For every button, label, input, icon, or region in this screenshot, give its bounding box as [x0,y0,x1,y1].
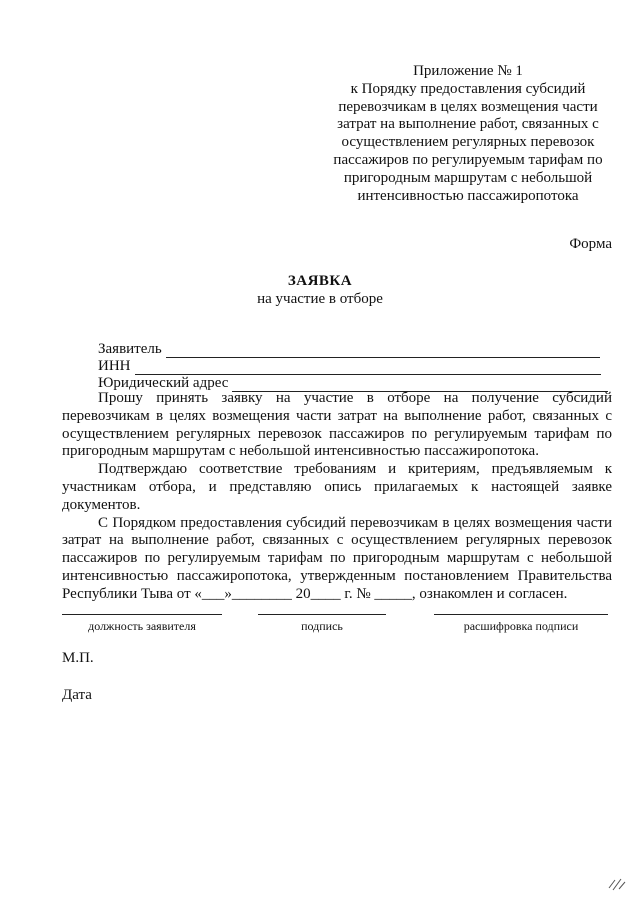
inn-blank-line[interactable] [135,361,601,375]
paragraph-acknowledgement: С Порядком предоставления субсидий перевозчикам в целях возмещения части затрат на выполнение работ, связанных с осуществлением регулярных перевозок пассажиров по регулируемым тарифам по пригородным маршрутам с небольшой интенсивностью пассажиропотока, утвержденным постановлением Правительства Республики Тыва от «___»________ 20____ г. № _____, ознакомлен и согласен. [62,514,612,602]
paragraph-request: Прошу принять заявку на участие в отборе на получение субсидий перевозчикам в целях возмещения части затрат на выполнение работ, связанных с осуществлением регулярных перевозок пассажиров по регулируемым тарифам по пригородным маршрутам с небольшой интенсивностью пассажиропотока. [62,390,612,460]
paragraph-confirmation: Подтверждаю соответствие требованиям и критериям, предъявляемым к участникам отбора, и представляю опись прилагаемых к настоящей заявке документов. [62,461,612,513]
date-label: Дата [62,687,92,703]
position-label: должность заявителя [88,619,196,633]
applicant-field [98,341,600,358]
appendix-line: интенсивностью пассажиропотока [357,187,579,204]
inn-field [98,358,601,375]
decryption-signature-line[interactable] [434,614,608,615]
appendix-line: Приложение № 1 [413,63,523,79]
position-signature-line[interactable] [62,614,222,615]
appendix-line: пригородным маршрутам с небольшой [343,169,593,186]
appendix-line: затрат на выполнение работ, связанных с [337,116,599,133]
appendix-line: перевозчикам в целях возмещения части [338,98,598,115]
signature-line[interactable] [258,614,386,615]
decryption-label: расшифровка подписи [463,619,579,633]
stamp-place-label: М.П. [62,650,94,666]
application-body [62,390,612,604]
form-label: Форма [569,236,612,252]
appendix-line: осуществлением регулярных перевозок [341,134,595,151]
appendix-line: пассажиров по регулируемым тарифам по [333,151,603,168]
signature-label: подпись [301,619,343,633]
inn-label: ИНН [98,358,131,374]
appendix-line: к Порядку предоставления субсидий [350,80,586,97]
appendix-header [318,63,618,205]
applicant-label: Заявитель [98,341,162,357]
document-subtitle: на участие в отборе [257,291,383,307]
document-title: ЗАЯВКА [287,273,353,289]
scan-mark-icon [605,870,629,894]
applicant-blank-line[interactable] [166,344,600,358]
legal-address-label: Юридический адрес [98,375,229,391]
